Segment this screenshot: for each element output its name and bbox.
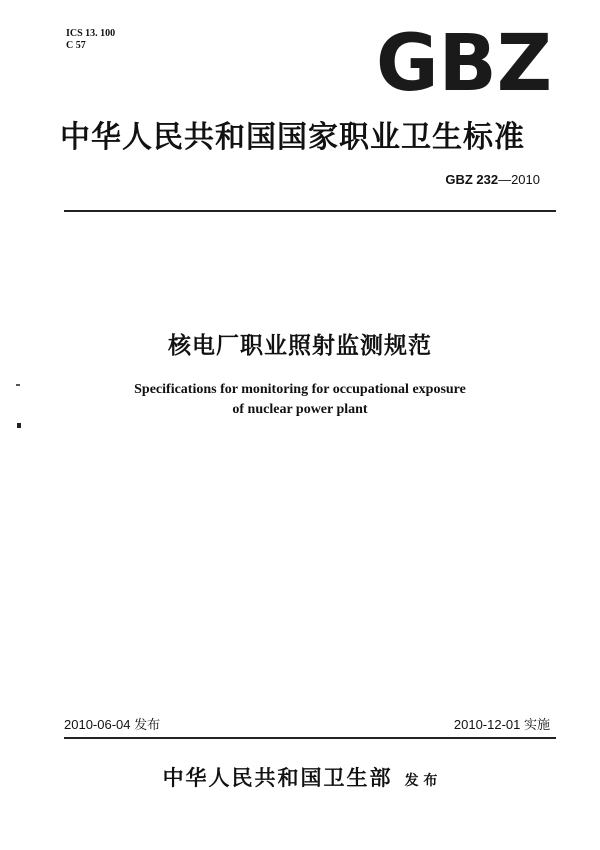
gbz-logo-text: GBZ (376, 30, 552, 96)
ics-code: ICS 13. 100 (66, 28, 116, 39)
document-title-english (0, 380, 600, 420)
issue-date: 2010-06-04 发布 (64, 717, 161, 732)
classification-codes (66, 28, 115, 52)
footer-divider (64, 737, 556, 739)
english-title-line-2: of nuclear power plant (232, 402, 368, 417)
gbz-logo (374, 30, 554, 96)
english-title-line-1: Specifications for monitoring for occupational exposure (134, 382, 466, 397)
scan-mark (17, 423, 21, 428)
implementation-date: 2010-12-01 实施 (453, 717, 550, 732)
header-divider (64, 210, 556, 212)
standard-code: GBZ 232 (445, 172, 499, 187)
standard-category-title: 中华人民共和国国家职业卫生标准 (60, 120, 525, 155)
gbz-logo-graphic (374, 30, 554, 96)
ccs-code: C 57 (66, 40, 86, 51)
publisher-line (0, 762, 600, 792)
publisher-organization: 中华人民共和国卫生部 (162, 766, 393, 790)
standard-number (445, 172, 540, 187)
document-title-chinese: 核电厂职业照射监测规范 (168, 333, 432, 359)
scan-mark (16, 384, 20, 386)
standard-year: —2010 (498, 172, 540, 187)
publisher-action: 发 布 (404, 773, 438, 789)
